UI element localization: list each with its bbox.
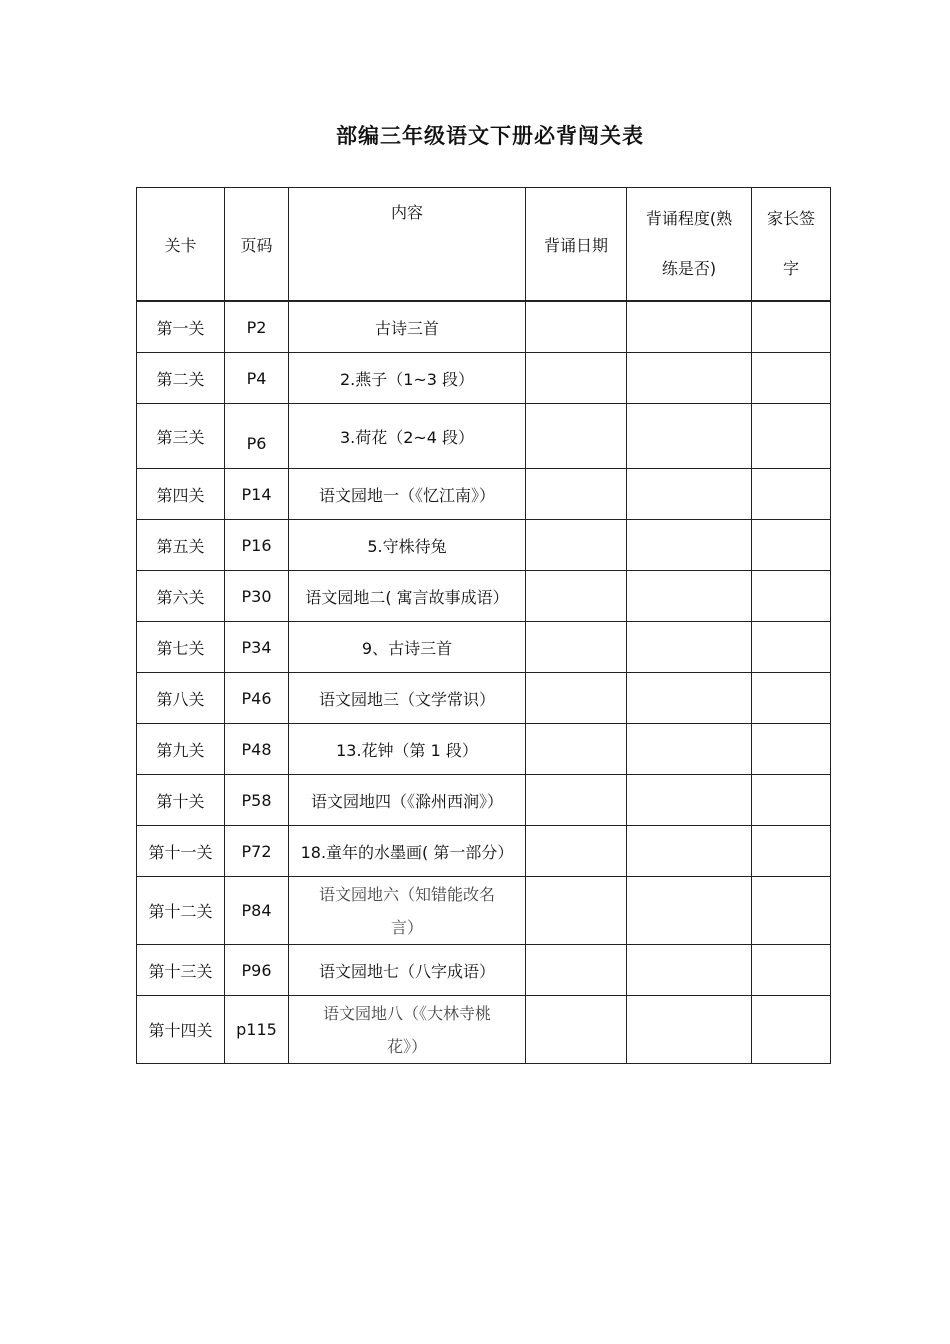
date-cell[interactable] (526, 571, 627, 622)
page-cell: P48 (225, 724, 289, 775)
header-degree-line2: 练是否) (661, 259, 717, 278)
content-line2: 言） (390, 917, 423, 937)
degree-cell[interactable] (627, 571, 752, 622)
level-cell: 第十三关 (137, 945, 225, 996)
date-cell[interactable] (526, 301, 627, 353)
level-cell: 第十一关 (137, 826, 225, 877)
content-cell: 语文园地七（八字成语） (289, 945, 526, 996)
date-cell[interactable] (526, 996, 627, 1064)
content-line1: 语文园地六（知错能改名 (318, 884, 495, 904)
date-cell[interactable] (526, 404, 627, 469)
sign-cell[interactable] (752, 404, 831, 469)
content-cell: 古诗三首 (289, 301, 526, 353)
level-cell: 第八关 (137, 673, 225, 724)
level-cell: 第六关 (137, 571, 225, 622)
sign-cell[interactable] (752, 571, 831, 622)
date-cell[interactable] (526, 724, 627, 775)
content-cell: 5.守株待兔 (289, 520, 526, 571)
degree-cell[interactable] (627, 622, 752, 673)
content-cell: 13.花钟（第 1 段） (289, 724, 526, 775)
degree-cell[interactable] (627, 877, 752, 945)
page-cell: P14 (225, 469, 289, 520)
recitation-table (136, 187, 831, 1064)
date-cell[interactable] (526, 622, 627, 673)
page-cell: P4 (225, 353, 289, 404)
header-sign-line2: 字 (782, 259, 799, 278)
date-cell[interactable] (526, 945, 627, 996)
sign-cell[interactable] (752, 996, 831, 1064)
sign-cell[interactable] (752, 724, 831, 775)
date-cell[interactable] (526, 520, 627, 571)
page-cell: P84 (225, 877, 289, 945)
table-row (137, 996, 831, 1064)
header-page: 页码 (225, 188, 289, 302)
sign-cell[interactable] (752, 877, 831, 945)
table-row (137, 353, 831, 404)
content-cell: 语文园地二( 寓言故事成语） (289, 571, 526, 622)
level-cell: 第七关 (137, 622, 225, 673)
table-row (137, 469, 831, 520)
page-cell: P96 (225, 945, 289, 996)
date-cell[interactable] (526, 469, 627, 520)
date-cell[interactable] (526, 673, 627, 724)
table-row (137, 775, 831, 826)
table-row (137, 571, 831, 622)
sign-cell[interactable] (752, 826, 831, 877)
date-cell[interactable] (526, 775, 627, 826)
page-cell: P46 (225, 673, 289, 724)
page-cell: P34 (225, 622, 289, 673)
sign-cell[interactable] (752, 469, 831, 520)
table-row (137, 404, 831, 469)
level-cell: 第三关 (137, 404, 225, 469)
table-row (137, 945, 831, 996)
header-sign (752, 188, 831, 302)
level-cell: 第四关 (137, 469, 225, 520)
degree-cell[interactable] (627, 520, 752, 571)
sign-cell[interactable] (752, 775, 831, 826)
content-line2: 花》） (386, 1036, 427, 1056)
header-date: 背诵日期 (526, 188, 627, 302)
page-title: 部编三年级语文下册必背闯关表 (336, 124, 644, 148)
content-line1: 语文园地八（《大林寺桃 (322, 1003, 491, 1023)
table-row (137, 673, 831, 724)
degree-cell[interactable] (627, 724, 752, 775)
table-row (137, 826, 831, 877)
content-cell (289, 996, 526, 1064)
level-cell: 第十四关 (137, 996, 225, 1064)
table-row (137, 622, 831, 673)
page-cell: p115 (225, 996, 289, 1064)
content-cell: 语文园地三（文学常识） (289, 673, 526, 724)
table-row (137, 520, 831, 571)
header-row (137, 188, 831, 302)
level-cell: 第五关 (137, 520, 225, 571)
level-cell: 第十二关 (137, 877, 225, 945)
level-cell: 第十关 (137, 775, 225, 826)
sign-cell[interactable] (752, 945, 831, 996)
page-cell: P30 (225, 571, 289, 622)
sign-cell[interactable] (752, 520, 831, 571)
sign-cell[interactable] (752, 622, 831, 673)
table-row (137, 301, 831, 353)
page-cell: P16 (225, 520, 289, 571)
level-cell: 第二关 (137, 353, 225, 404)
content-cell: 语文园地四（《滁州西涧》） (289, 775, 526, 826)
date-cell[interactable] (526, 826, 627, 877)
date-cell[interactable] (526, 353, 627, 404)
degree-cell[interactable] (627, 775, 752, 826)
sign-cell[interactable] (752, 301, 831, 353)
content-cell: 18.童年的水墨画( 第一部分） (289, 826, 526, 877)
level-cell: 第一关 (137, 301, 225, 353)
degree-cell[interactable] (627, 404, 752, 469)
sign-cell[interactable] (752, 673, 831, 724)
degree-cell[interactable] (627, 996, 752, 1064)
content-cell: 9、古诗三首 (289, 622, 526, 673)
sign-cell[interactable] (752, 353, 831, 404)
header-degree-line1: 背诵程度(熟 (645, 209, 733, 228)
content-cell: 语文园地一（《忆江南》） (289, 469, 526, 520)
header-degree (627, 188, 752, 302)
page-cell: P72 (225, 826, 289, 877)
header-content: 内容 (289, 188, 526, 302)
degree-cell[interactable] (627, 826, 752, 877)
content-cell: 2.燕子（1~3 段） (289, 353, 526, 404)
degree-cell[interactable] (627, 469, 752, 520)
header-level: 关卡 (137, 188, 225, 302)
level-cell: 第九关 (137, 724, 225, 775)
content-cell (289, 877, 526, 945)
page-cell: P2 (225, 301, 289, 353)
page-cell: P58 (225, 775, 289, 826)
degree-cell[interactable] (627, 301, 752, 353)
degree-cell[interactable] (627, 945, 752, 996)
degree-cell[interactable] (627, 673, 752, 724)
table-row (137, 724, 831, 775)
table-row (137, 877, 831, 945)
header-sign-line1: 家长签 (766, 209, 815, 228)
content-cell: 3.荷花（2~4 段） (289, 404, 526, 469)
date-cell[interactable] (526, 877, 627, 945)
page-cell: P6 (225, 404, 289, 469)
degree-cell[interactable] (627, 353, 752, 404)
